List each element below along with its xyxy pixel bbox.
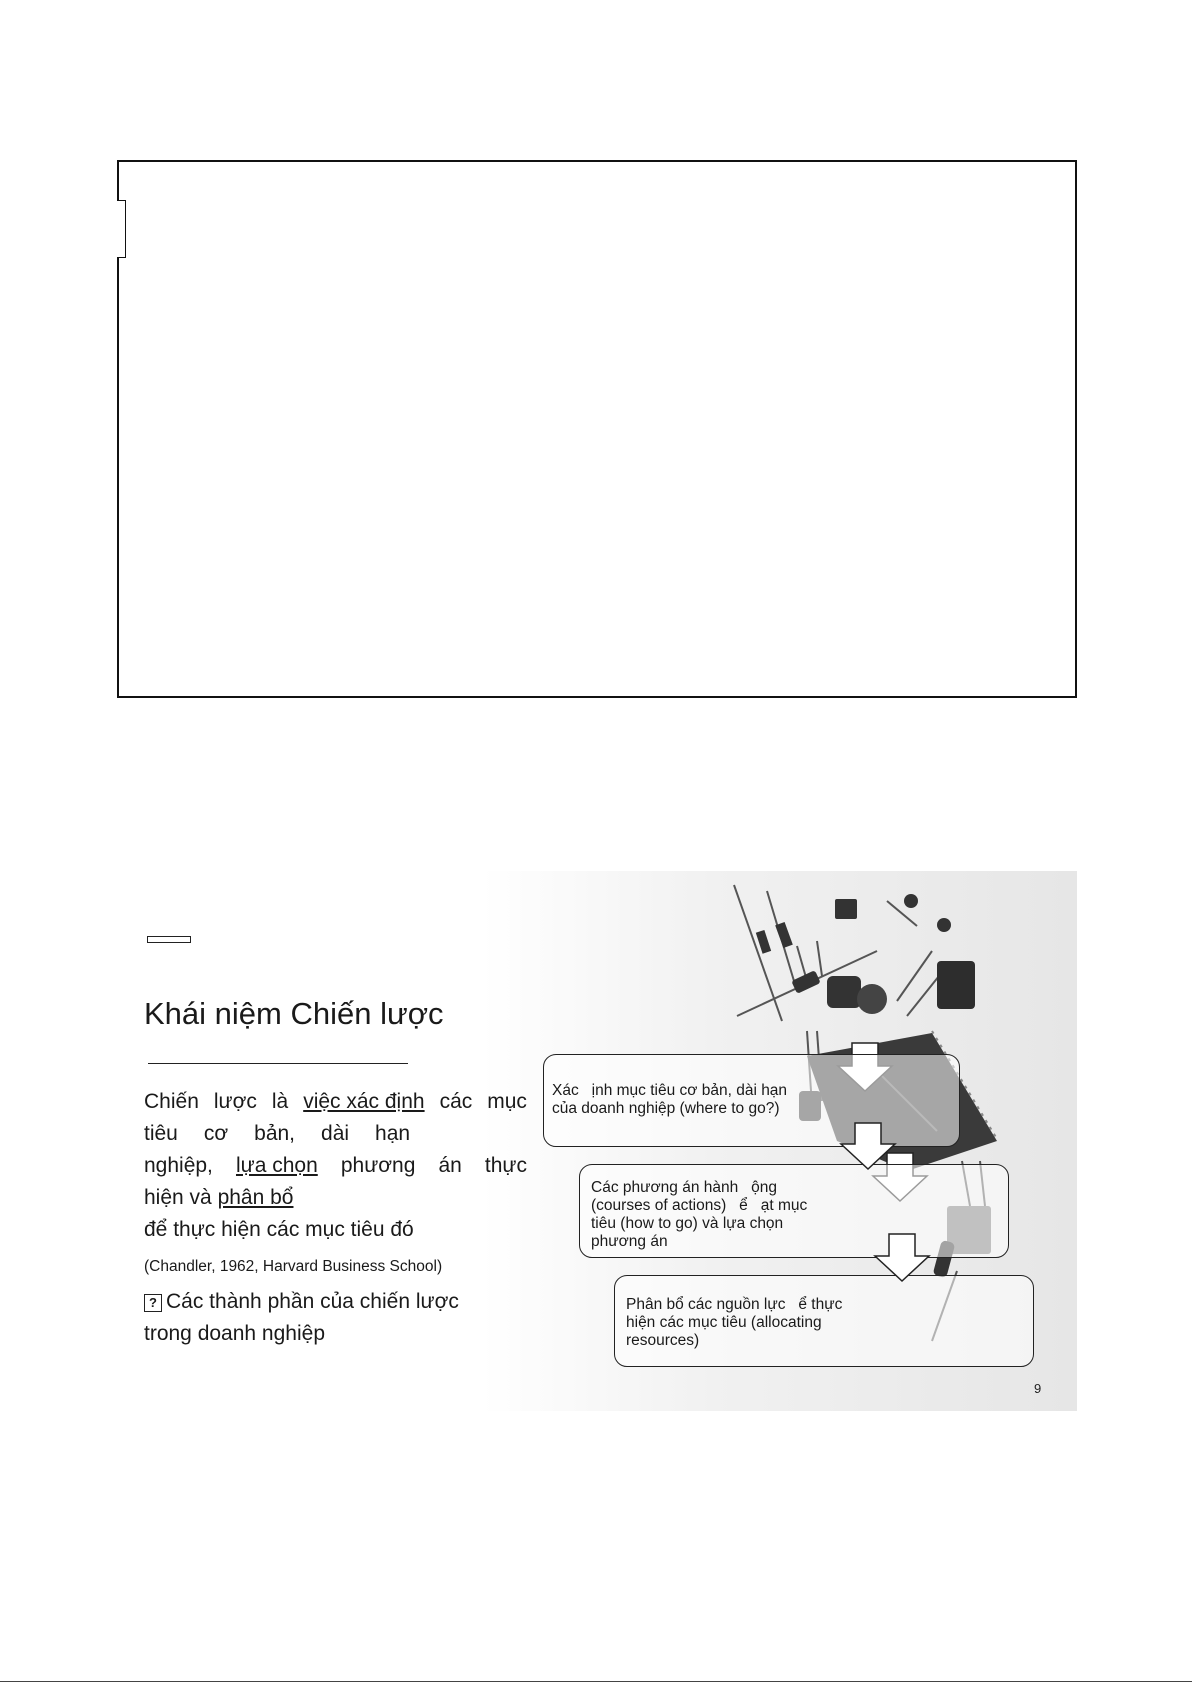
flow-text: Các phương án hành ộng xyxy=(591,1179,778,1196)
word: hạn xyxy=(375,1122,411,1145)
flow-text: (courses of actions) ể ạt mục xyxy=(591,1197,808,1214)
underlined-phrase: phân bổ xyxy=(217,1186,294,1209)
word: Chiến xyxy=(144,1090,199,1113)
down-arrow-icon xyxy=(841,1123,895,1169)
flow-text: tiêu (how to go) và lựa chọn xyxy=(591,1215,784,1232)
slide-9 xyxy=(117,871,1077,1411)
underlined-phrase: lựa chọn xyxy=(235,1154,318,1177)
flow-text: phương án xyxy=(591,1233,668,1250)
word: hiện và xyxy=(144,1186,218,1209)
word: các xyxy=(439,1090,473,1113)
flow-text: resources) xyxy=(626,1332,700,1349)
blank-slide-frame xyxy=(117,160,1077,698)
word: mục xyxy=(487,1090,527,1113)
word: cơ xyxy=(203,1122,229,1145)
slide-edge-marker xyxy=(117,200,126,258)
flow-text: của doanh nghiệp (where to go?) xyxy=(552,1100,780,1117)
word: tiêu xyxy=(144,1122,178,1145)
word: bản, xyxy=(254,1122,296,1145)
down-arrow-icon xyxy=(875,1234,929,1281)
page-number: 9 xyxy=(1034,1381,1042,1396)
word: lược xyxy=(213,1090,257,1113)
components-line-2: trong doanh nghiệp xyxy=(144,1322,325,1345)
word: là xyxy=(271,1090,289,1113)
components-line-1: Các thành phần của chiến lược xyxy=(166,1290,459,1313)
citation: (Chandler, 1962, Harvard Business School) xyxy=(144,1258,443,1275)
word: dài xyxy=(321,1122,350,1145)
word: nghiệp, xyxy=(144,1154,213,1177)
word: thực xyxy=(484,1154,527,1177)
slide-title: Khái niệm Chiến lược xyxy=(144,996,444,1031)
flow-text: Xác ịnh mục tiêu cơ bản, dài hạn xyxy=(552,1082,788,1099)
page-bottom-rule xyxy=(0,1681,1192,1682)
definition-line-5: để thực hiện các mục tiêu đó xyxy=(144,1218,414,1241)
word: phương xyxy=(340,1154,416,1177)
missing-glyph-icon: ? xyxy=(144,1294,162,1312)
flow-text: hiện các mục tiêu (allocating xyxy=(626,1314,822,1331)
flow-text: Phân bổ các nguồn lực ể thực xyxy=(626,1296,843,1313)
flow-arrows xyxy=(117,871,1077,1411)
word: án xyxy=(438,1154,462,1177)
underlined-phrase: việc xác định xyxy=(303,1090,425,1113)
